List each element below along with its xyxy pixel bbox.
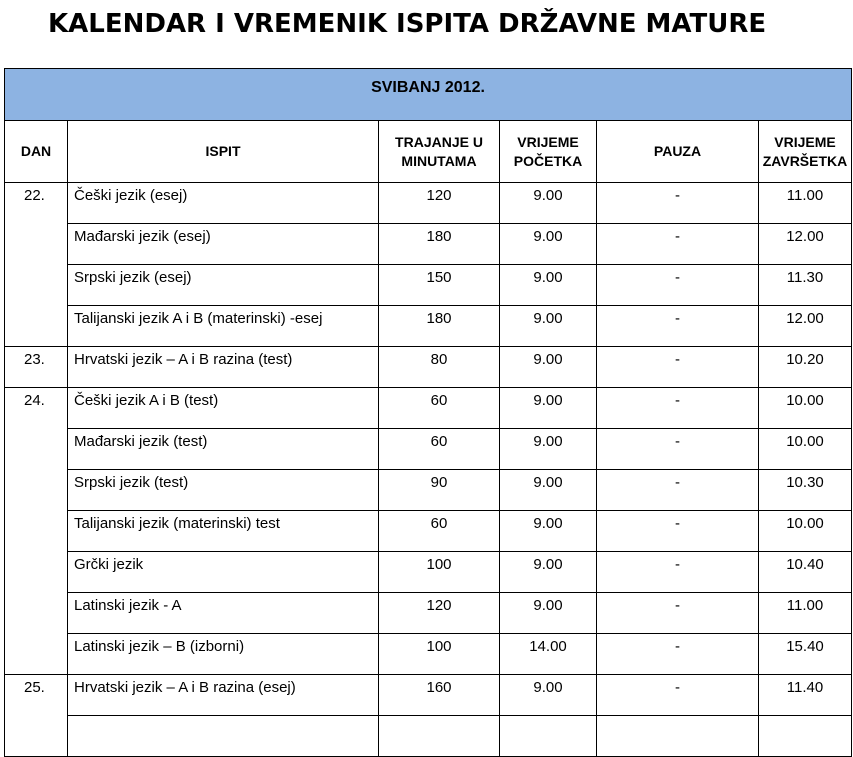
table-row [5, 224, 852, 265]
end-time-cell: 10.00 [759, 511, 852, 552]
table-row [5, 347, 852, 388]
table-row [5, 552, 852, 593]
day-cell [5, 593, 68, 634]
start-time-cell: 9.00 [500, 593, 597, 634]
exam-cell: Češki jezik (esej) [68, 183, 379, 224]
duration-cell: 120 [379, 593, 500, 634]
day-cell [5, 265, 68, 306]
end-time-cell: 12.00 [759, 224, 852, 265]
end-time-cell: 11.30 [759, 265, 852, 306]
start-time-cell: 9.00 [500, 470, 597, 511]
start-time-cell: 9.00 [500, 388, 597, 429]
pause-cell: - [597, 634, 759, 675]
day-cell [5, 224, 68, 265]
pause-cell: - [597, 593, 759, 634]
exam-cell: Talijanski jezik (materinski) test [68, 511, 379, 552]
table-row [5, 634, 852, 675]
column-header-vrijeme-pocetka: VRIJEME POČETKA [500, 121, 597, 183]
duration-cell [379, 716, 500, 757]
column-header-trajanje: TRAJANJE U MINUTAMA [379, 121, 500, 183]
exam-cell [68, 716, 379, 757]
pause-cell: - [597, 224, 759, 265]
duration-cell: 120 [379, 183, 500, 224]
pause-cell: - [597, 470, 759, 511]
day-cell: 22. [5, 183, 68, 224]
page-title: KALENDAR I VREMENIK ISPITA DRŽAVNE MATURE [48, 9, 767, 39]
exam-cell: Grčki jezik [68, 552, 379, 593]
table-row [5, 306, 852, 347]
pause-cell: - [597, 183, 759, 224]
pause-cell: - [597, 347, 759, 388]
column-header-dan: DAN [5, 121, 68, 183]
day-cell [5, 306, 68, 347]
start-time-cell: 9.00 [500, 429, 597, 470]
start-time-cell: 9.00 [500, 265, 597, 306]
end-time-cell: 12.00 [759, 306, 852, 347]
duration-cell: 90 [379, 470, 500, 511]
duration-cell: 180 [379, 224, 500, 265]
end-time-cell [759, 716, 852, 757]
start-time-cell [500, 716, 597, 757]
end-time-cell: 10.00 [759, 388, 852, 429]
day-cell: 25. [5, 675, 68, 716]
end-time-cell: 15.40 [759, 634, 852, 675]
duration-cell: 60 [379, 388, 500, 429]
table-row [5, 675, 852, 716]
table-row [5, 511, 852, 552]
duration-cell: 80 [379, 347, 500, 388]
day-cell [5, 470, 68, 511]
end-time-cell: 10.40 [759, 552, 852, 593]
pause-cell: - [597, 511, 759, 552]
pause-cell: - [597, 429, 759, 470]
start-time-cell: 9.00 [500, 511, 597, 552]
pause-cell [597, 716, 759, 757]
exam-cell: Srpski jezik (esej) [68, 265, 379, 306]
table-row [5, 429, 852, 470]
end-time-cell: 10.30 [759, 470, 852, 511]
column-header-vrijeme-zavrsetka: VRIJEME ZAVRŠETKA [759, 121, 852, 183]
start-time-cell: 9.00 [500, 347, 597, 388]
duration-cell: 100 [379, 634, 500, 675]
exam-cell: Latinski jezik – B (izborni) [68, 634, 379, 675]
day-cell [5, 429, 68, 470]
start-time-cell: 9.00 [500, 552, 597, 593]
day-cell [5, 634, 68, 675]
start-time-cell: 9.00 [500, 183, 597, 224]
exam-schedule-table [4, 68, 852, 757]
duration-cell: 160 [379, 675, 500, 716]
exam-cell: Mađarski jezik (esej) [68, 224, 379, 265]
duration-cell: 150 [379, 265, 500, 306]
start-time-cell: 14.00 [500, 634, 597, 675]
exam-cell: Latinski jezik - A [68, 593, 379, 634]
day-cell: 23. [5, 347, 68, 388]
duration-cell: 180 [379, 306, 500, 347]
pause-cell: - [597, 675, 759, 716]
start-time-cell: 9.00 [500, 224, 597, 265]
exam-cell: Hrvatski jezik – A i B razina (test) [68, 347, 379, 388]
pause-cell: - [597, 306, 759, 347]
exam-cell: Talijanski jezik A i B (materinski) -esej [68, 306, 379, 347]
day-cell: 24. [5, 388, 68, 429]
exam-cell: Mađarski jezik (test) [68, 429, 379, 470]
exam-cell: Srpski jezik (test) [68, 470, 379, 511]
start-time-cell: 9.00 [500, 675, 597, 716]
pause-cell: - [597, 552, 759, 593]
exam-cell: Hrvatski jezik – A i B razina (esej) [68, 675, 379, 716]
exam-cell: Češki jezik A i B (test) [68, 388, 379, 429]
pause-cell: - [597, 388, 759, 429]
table-row [5, 593, 852, 634]
day-cell [5, 552, 68, 593]
month-header: SVIBANJ 2012. [5, 69, 852, 121]
table-row [5, 265, 852, 306]
column-header-ispit: ISPIT [68, 121, 379, 183]
table-row [5, 183, 852, 224]
table-row [5, 716, 852, 757]
end-time-cell: 11.00 [759, 183, 852, 224]
duration-cell: 100 [379, 552, 500, 593]
table-row [5, 388, 852, 429]
day-cell [5, 511, 68, 552]
duration-cell: 60 [379, 511, 500, 552]
column-header-pauza: PAUZA [597, 121, 759, 183]
start-time-cell: 9.00 [500, 306, 597, 347]
table-row [5, 470, 852, 511]
day-cell [5, 716, 68, 757]
pause-cell: - [597, 265, 759, 306]
end-time-cell: 10.00 [759, 429, 852, 470]
end-time-cell: 11.40 [759, 675, 852, 716]
duration-cell: 60 [379, 429, 500, 470]
end-time-cell: 10.20 [759, 347, 852, 388]
end-time-cell: 11.00 [759, 593, 852, 634]
